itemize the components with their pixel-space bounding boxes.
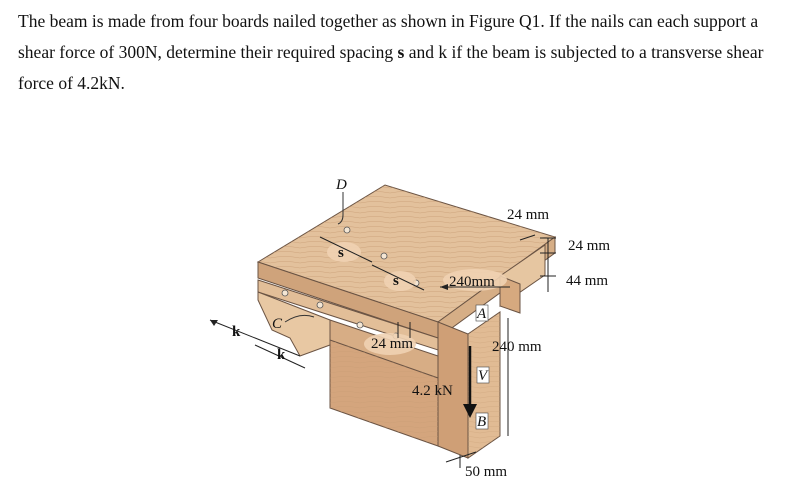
point-C-label: C — [272, 316, 283, 332]
spacing-s-label-1: s — [338, 245, 344, 261]
dim-web-width-label: 50 mm — [465, 464, 508, 480]
spacing-s-label-2: s — [393, 273, 399, 289]
point-V-label: V — [478, 368, 488, 384]
problem-text-part-2: and k if the beam is subjected to a transverse shear force of 4.2kN. — [18, 42, 764, 93]
problem-text-part-1: The beam is made from four boards nailed together as shown in Figure Q1. If the nails can each support a shear force of 300N, determine their required spacing — [18, 11, 759, 62]
load-label: 4.2 kN — [412, 383, 453, 399]
spacing-s-bold: s — [397, 42, 405, 62]
dim-web-depth-label: 240 mm — [492, 339, 542, 355]
dim-right-44-label: 44 mm — [566, 273, 609, 289]
spacing-k-label-1: k — [232, 324, 241, 340]
point-A-label: A — [477, 306, 487, 322]
dim-top-24-label: 24 mm — [507, 207, 550, 223]
point-D-label: D — [336, 177, 347, 193]
dim-right-24-label: 24 mm — [568, 238, 611, 254]
dim-flange-width-label: 240mm — [449, 274, 495, 290]
point-B-label: B — [477, 414, 487, 430]
spacing-k-label-2: k — [277, 347, 286, 363]
dim-bottom-24-label: 24 mm — [371, 336, 414, 352]
